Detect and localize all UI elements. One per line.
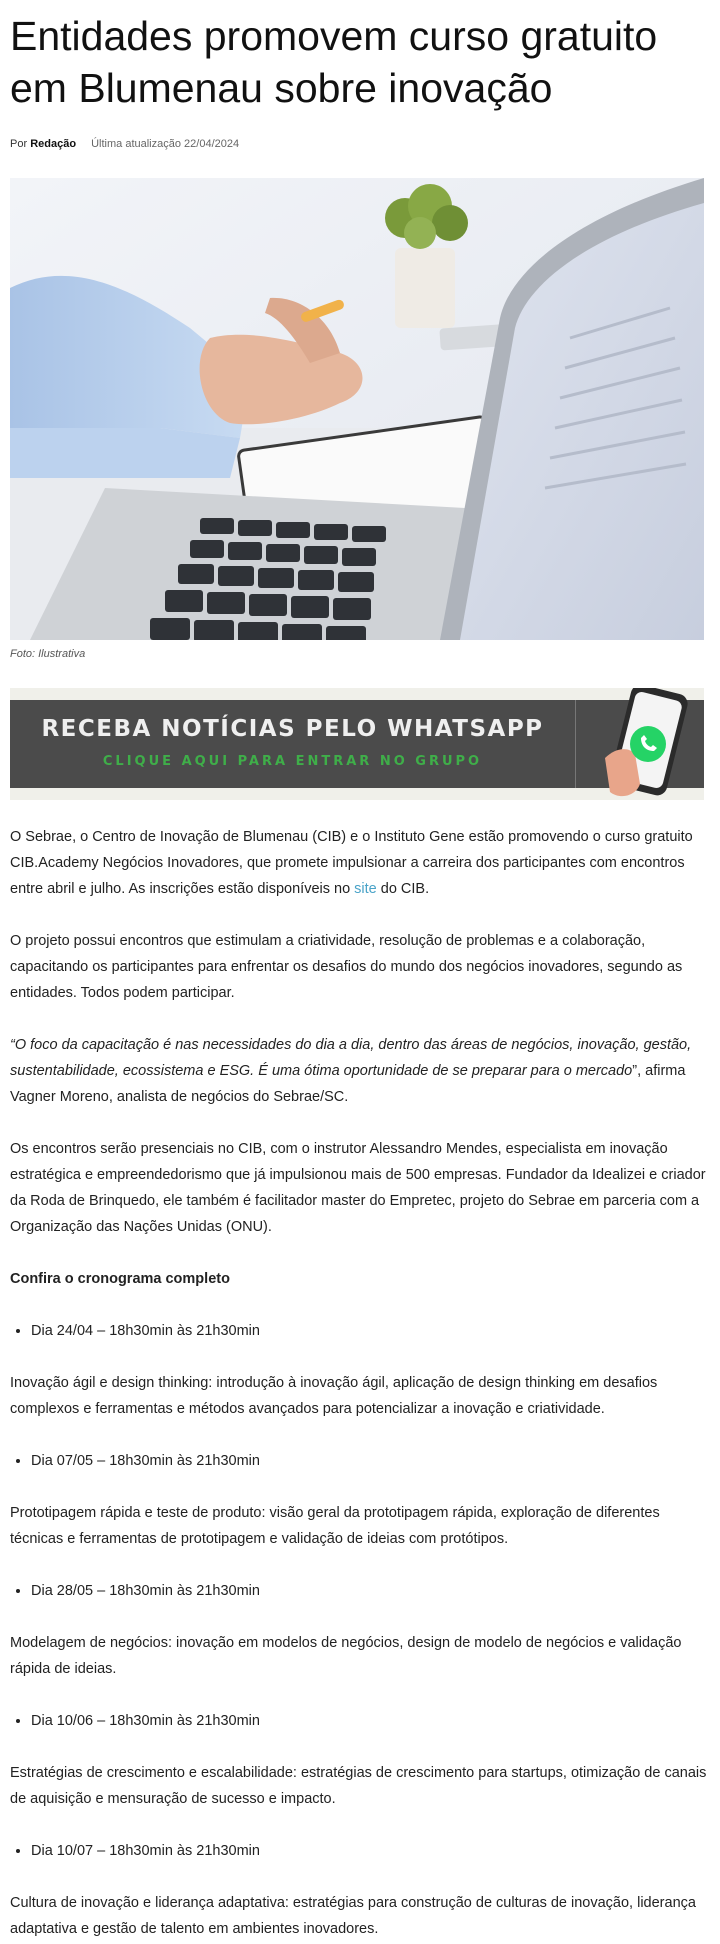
schedule-heading: Confira o cronograma completo [10,1271,230,1287]
author-link[interactable]: Redação [30,138,77,150]
intro-text: O Sebrae, o Centro de Inovação de Blumenau (CIB) e o Instituto Gene estão promovendo o curso gratuito CIB.Academy Negócios Inovadores, que promete impulsionar a carreira dos participantes com encontros entre abril e julho. As inscrições estão disponíveis no [10,829,693,897]
intro-text-end: do CIB. [376,881,430,897]
article [10,0,714,1942]
article-photo [10,178,704,640]
banner-subtitle: CLIQUE AQUI PARA ENTRAR NO GRUPO [102,754,483,769]
schedule-date-list [10,1448,714,1474]
schedule-date: • Dia 10/07 – 18h30min às 21h30min [31,1838,714,1864]
paragraph-intro [10,824,714,902]
whatsapp-phone-icon [600,688,700,800]
quote-attribution: ”, afirma Vagner Moreno, analista de negócios do Sebrae/SC. [10,1063,686,1105]
paragraph-quote [10,1032,714,1110]
laptop-desk-illustration [10,178,704,640]
paragraph-instructor: Os encontros serão presenciais no CIB, com o instrutor Alessandro Mendes, especialista em inovação estratégica e empreendedorismo que já impulsionou mais de 500 empresas. Fundador da Idealizei e criador da Roda de Brinquedo, ele também é facilitador master do Empretec, projeto do Sebrae em parceria com a Organização das Nações Unidas (ONU). [10,1141,706,1235]
quote-text: “O foco da capacitação é nas necessidades do dia a dia, dentro das áreas de negócios, inovação, gestão, sustentabilidade, ecossistema e ESG. É uma ótima oportunidade de se preparar para o mercado [10,1037,692,1079]
schedule-description: Estratégias de crescimento e escalabilidade: estratégias de crescimento para startups, otimização de canais de aquisição e mensuração de sucesso e impacto. [10,1765,707,1807]
schedule-date: • Dia 07/05 – 18h30min às 21h30min [31,1448,714,1474]
banner-title: RECEBA NOTÍCIAS PELO WHATSAPP [41,716,544,742]
banner-divider [575,700,576,788]
article-body [10,824,714,1942]
whatsapp-banner[interactable] [10,688,704,800]
schedule-description: Prototipagem rápida e teste de produto: visão geral da prototipagem rápida, exploração de diferentes técnicas e ferramentas de prototipagem e validação de ideias com protótipos. [10,1505,660,1547]
schedule-description: Inovação ágil e design thinking: introdução à inovação ágil, aplicação de design thinking em desafios complexos e ferramentas e métodos avançados para potencializar a inovação e criatividade. [10,1375,658,1417]
schedule-date-list [10,1578,714,1604]
schedule-date-list [10,1318,714,1344]
schedule-description: Modelagem de negócios: inovação em modelos de negócios, design de modelo de negócios e validação rápida de ideias. [10,1635,682,1677]
article-meta [10,136,714,152]
schedule-date-list [10,1838,714,1864]
schedule-date: • Dia 10/06 – 18h30min às 21h30min [31,1708,714,1734]
photo-caption: Foto: Ilustrativa [10,648,86,660]
schedule-date: • Dia 28/05 – 18h30min às 21h30min [31,1578,714,1604]
schedule-date: • Dia 24/04 – 18h30min às 21h30min [31,1318,714,1344]
paragraph-project: O projeto possui encontros que estimulam a criatividade, resolução de problemas e a colaboração, capacitando os participantes para enfrentar os desafios do mundo dos negócios inovadores, segundo as entidades. Todos podem participar. [10,933,683,1001]
article-title: Entidades promovem curso gratuito em Blumenau sobre inovação [10,13,658,111]
schedule-description: Cultura de inovação e liderança adaptativa: estratégias para construção de culturas de inovação, liderança adaptativa e gestão de talento em ambientes inovadores. [10,1895,696,1937]
schedule-date-list [10,1708,714,1734]
last-updated: Última atualização 22/04/2024 [91,138,240,150]
by-label: Por [10,138,28,150]
cib-site-link[interactable]: site [354,881,377,897]
